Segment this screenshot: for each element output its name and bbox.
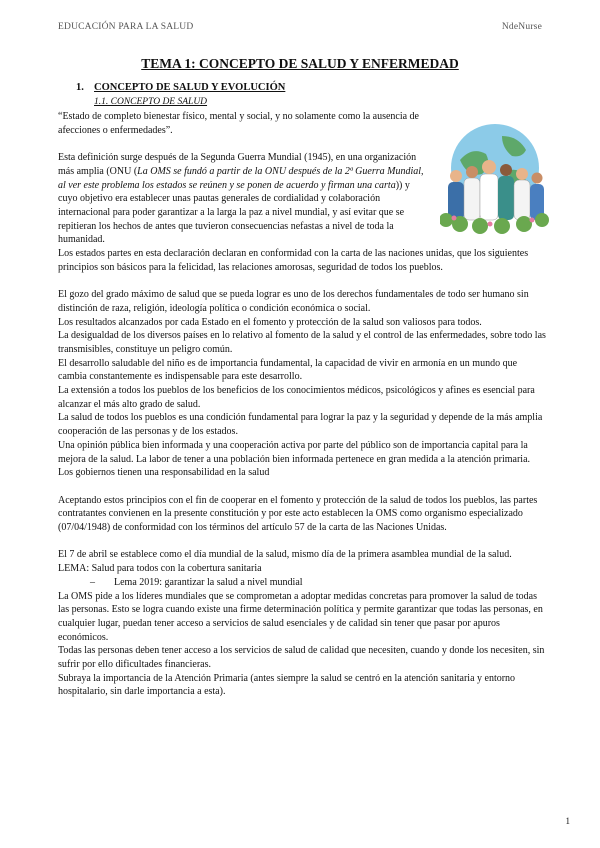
who-definition-quote: “Estado de completo bienestar físico, mental y social, y no solamente como la ausencia de afecciones o enfermedades”. [58,111,419,136]
definition-origin-paragraph [58,151,428,247]
principle-paragraph: El desarrollo saludable del niño es de importancia fundamental, la capacidad de vivir en armonía en un mundo que cambia constantemente es indispensable para este desarrollo. [58,357,518,383]
world-health-day-paragraph: El 7 de abril se establece como el día mundial de la salud, mismo día de la primera asamblea mundial de la salud. [58,549,512,561]
lema-2019-text: Lema 2019: garantizar la salud a nivel mundial [114,576,303,588]
principle-paragraph: La desigualdad de los diversos países en lo relativo al fomento de la salud y el control de las enfermedades, sobre todo las transmisibles, constituye un peligro común. [58,330,546,355]
principle-paragraph: La extensión a todos los pueblos de los beneficios de los conocimientos médicos, psicológicos y afines es esencial para alcanzar el más alto grado de salud. [58,385,535,410]
primary-care-paragraph: Subraya la importancia de la Atención Primaria (antes siempre la salud se centró en la atención sanitaria y entorno hospitalario, sin darle importancia a esta). [58,672,516,698]
access-paragraph: Todas las personas deben tener acceso a los servicios de salud de calidad que necesiten, cuando y donde los necesiten, sin sufrir por ello dificultades financieras. [58,645,545,671]
subsection-heading: 1.1. CONCEPTO DE SALUD [94,97,208,107]
principle-paragraph: El gozo del grado máximo de salud que se pueda lograr es uno de los derechos fundamentales de todo ser humano sin distinción de raza, religión, ideología política o condición económica o social. [58,289,529,314]
page-number: 1 [565,816,570,826]
origin-text-italic: La OMS se fundó a partir de la ONU después de la 2ª Guerra Mundial, al ver este problema los estados se reúnen y se ponen de acuerdo y firman una carta [58,165,424,191]
dash-bullet: – [90,576,95,588]
principle-paragraph: Los resultados alcanzados por cada Estado en el fomento y protección de la salud son valiosos para todos. [58,316,482,328]
document-body [58,110,548,699]
principle-paragraph: Los gobiernos tienen una responsabilidad en la salud [58,467,270,479]
declaration-paragraph: Los estados partes en esta declaración declaran en conformidad con la carta de las naciones unidas, que los siguientes principios son básicos para la felicidad, las relaciones amorosas, seguridad de todos los pueblos. [58,248,529,273]
header-author: NdeNurse [501,22,542,32]
oms-paragraph: La OMS pide a los líderes mundiales que se comprometan a adoptar medidas concretas para promover la salud de todas las personas. Esto se logra cuando existe una firme determinación política y permite garantizar que todas las personas, en cualquier lugar, puedan tener acceso a servicios de salud esenciales y de calidad sin tener que pasar por apuros económicos. [58,590,543,643]
principle-paragraph: La salud de todos los pueblos es una condición fundamental para lograr la paz y la seguridad y depende de la más amplia cooperación de las personas y de los estados. [58,412,543,438]
origin-text-end: )) y cuyo objetivo era establecer unas pautas generales de cordialidad y colaboración internacional para poder garantizar a la larga la paz a nivel mundial, y así evitar que se repitieran los hechos de antes que tuvieron consecuencias nefastas a nivel de toda la humanidad. [58,179,410,246]
lema-2019-item [58,576,548,590]
page-title: TEMA 1: CONCEPTO DE SALUD Y ENFERMEDAD [141,56,459,71]
principle-paragraph: Una opinión pública bien informada y una cooperación activa por parte del público son de importancia capital para la mejora de la salud. La labor de tener a una población bien informada pertenece en gran medida a la atención primaria. [58,439,531,465]
constitution-paragraph: Aceptando estos principios con el fin de cooperar en el fomento y protección de la salud de todos los pueblos, las partes contratantes convienen en la presente constitución y por este acto establecen la OMS como organismo especializado (07/04/1948) de conformidad con los términos del artículo 57 de la carta de las Naciones Unidas. [58,494,538,534]
header-subject: EDUCACIÓN PARA LA SALUD [58,22,194,32]
origin-text-start: Esta definición surge después de la Segunda Guerra Mundial (1945), en una organización más amplia (ONU ( [58,152,417,177]
lema-line: LEMA: Salud para todos con la cobertura sanitaria [58,563,262,575]
section-heading [76,82,285,93]
section-number: 1. [76,82,84,93]
section-label: CONCEPTO DE SALUD Y EVOLUCIÓN [94,82,286,93]
